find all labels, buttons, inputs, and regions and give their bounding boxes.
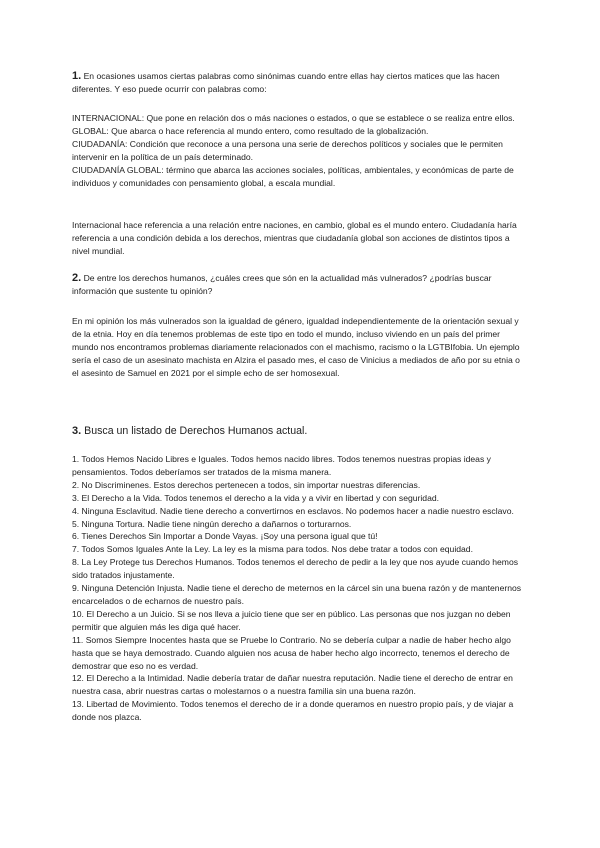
- question-2-text: De entre los derechos humanos, ¿cuáles crees que són en la actualidad más vulnerados? ¿podrías buscar información que sustente tu opinión?: [72, 273, 492, 296]
- list-item: 9. Ninguna Detención Injusta. Nadie tiene el derecho de meternos en la cárcel sin una buena razón y de mantenernos encarcelados o de echarnos de nuestro país.: [72, 583, 522, 606]
- question-2: [72, 272, 528, 298]
- question-1-number: 1.: [72, 70, 82, 82]
- definition-ciudadania-global: CIUDADANÍA GLOBAL: término que abarca las acciones sociales, políticas, ambientales, y económicas de parte de individuos y comunidades con pensamiento global, a escala mundial.: [72, 164, 514, 188]
- list-item: 8. La Ley Protege tus Derechos Humanos. Todos tenemos el derecho de pedir a la ley que nos ayude cuando hemos sido tratados injustamente.: [72, 557, 519, 581]
- question-3: [72, 424, 528, 438]
- definition-global: GLOBAL: Que abarca o hace referencia al mundo entero, como resultado de la globalización.: [72, 125, 429, 136]
- list-item: 4. Ninguna Esclavitud. Nadie tiene derecho a convertirnos en esclavos. No podemos hacer a nadie nuestro esclavo.: [72, 505, 514, 516]
- list-item: 7. Todos Somos Iguales Ante la Ley. La ley es la misma para todos. Nos debe tratar a todos con equidad.: [72, 544, 473, 555]
- list-item: 12. El Derecho a la Intimidad. Nadie debería tratar de dañar nuestra reputación. Nadie tiene el derecho de entrar en nuestra casa, abrir nuestras cartas o molestarnos o a nuestra familia sin una buena razón.: [72, 673, 513, 697]
- question-3-text: Busca un listado de Derechos Humanos actual.: [84, 425, 308, 437]
- list-item: 3. El Derecho a la Vida. Todos tenemos el derecho a la vida y a vivir en libertad y con seguridad.: [72, 492, 440, 503]
- question-3-number: 3.: [72, 425, 82, 437]
- question-2-number: 2.: [72, 272, 82, 284]
- list-item: 5. Ninguna Tortura. Nadie tiene ningún derecho a dañarnos o torturarnos.: [72, 518, 352, 529]
- list-item: 6. Tienes Derechos Sin Importar a Donde Vayas. ¡Soy una persona igual que tú!: [72, 531, 378, 542]
- list-item: 11. Somos Siempre Inocentes hasta que se Pruebe lo Contrario. No se debería culpar a nadie de haber hecho algo hasta que se haya demostrado. Cuando alguien nos acusa de haber hecho algo incorrecto, tenemos el derecho de demostrar que eso no es verdad.: [72, 634, 511, 671]
- answer-2: En mi opinión los más vulnerados son la igualdad de género, igualdad independientemente de la orientación sexual y de la etnia. Hoy en día tenemos problemas de este tipo en todo el mundo, incluso viviendo en un país del primer mundo nos encontramos problemas diariamente relacionados con el machismo, racismo o la LGTBIfobia. Un ejemplo sería el caso de un asesinato machista en Alzira el pasado mes, el caso de Vinicius a mediados de año por su etnia o el asesinto de Samuel en 2021 por el simple echo de ser homosexual.: [72, 316, 520, 378]
- question-1-text: En ocasiones usamos ciertas palabras como sinónimas cuando entre ellas hay ciertos matices que las hacen diferentes. Y eso puede ocurrir con palabras como:: [72, 71, 500, 94]
- definitions-list: [72, 112, 528, 189]
- list-item: 10. El Derecho a un Juicio. Si se nos lleva a juicio tiene que ser en público. Las personas que nos juzgan no deben permitir que alguien más les diga qué hacer.: [72, 608, 511, 632]
- list-item: 2. No Discriminenes. Estos derechos pertenecen a todos, sin importar nuestras diferencias.: [72, 479, 421, 490]
- answer-1: Internacional hace referencia a una relación entre naciones, en cambio, global es el mundo entero. Ciudadanía haría referencia a una condición debida a los derechos, mientras que ciudadanía global son acciones de distintos tipos a nivel mundial.: [72, 220, 517, 256]
- rights-list: [72, 453, 528, 724]
- question-1: [72, 70, 528, 96]
- definition-internacional: INTERNACIONAL: Que pone en relación dos o más naciones o estados, o que se establece o se realiza entre ellos.: [72, 113, 515, 123]
- definition-ciudadania: CIUDADANÍA: Condición que reconoce a una persona una serie de derechos políticos y sociales que le permiten intervenir en la política de un país determinado.: [72, 138, 503, 162]
- list-item: 1. Todos Hemos Nacido Libres e Iguales. Todos hemos nacido libres. Todos tenemos nuestras propias ideas y pensamientos. Todos deberíamos ser tratados de la misma manera.: [72, 454, 491, 477]
- list-item: 13. Libertad de Movimiento. Todos tenemos el derecho de ir a donde queramos en nuestro propio país, y de viajar a donde nos plazca.: [72, 699, 514, 723]
